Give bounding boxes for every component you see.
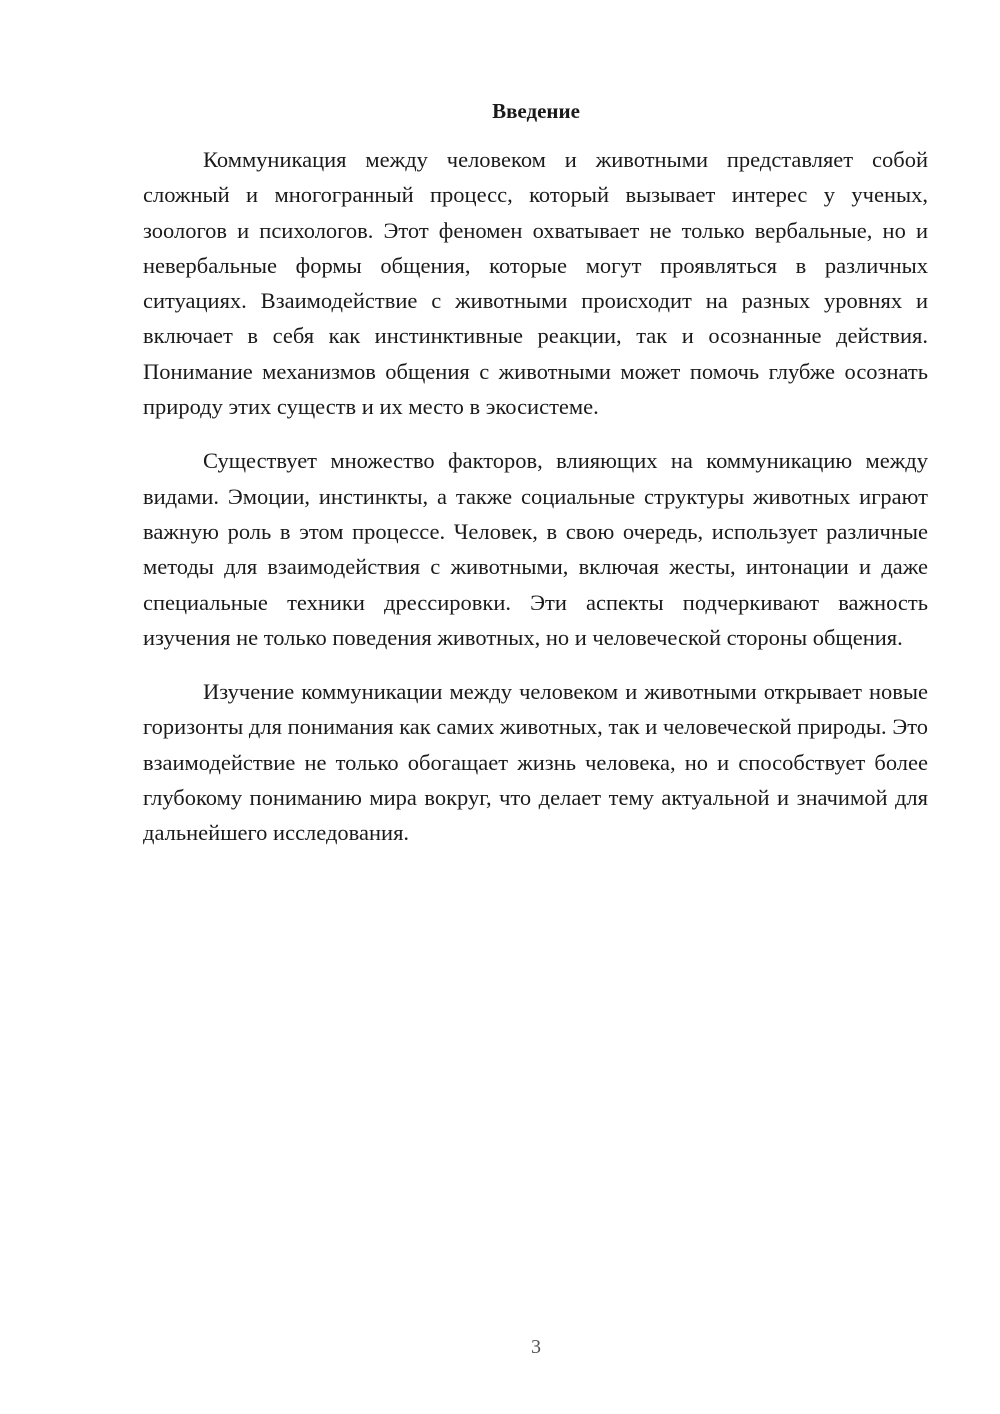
body-text (143, 142, 928, 851)
paragraph-1: Коммуникация между человеком и животными представляет собой сложный и многогранный процесс, который вызывает интерес у ученых, зоологов и психологов. Этот феномен охватывает не только вербальные, но и невербальные формы общения, которые могут проявляться в различных ситуациях. Взаимодействие с животными происходит на разных уровнях и включает в себя как инстинктивные реакции, так и осознанные действия. Понимание механизмов общения с животными может помочь глубже осознать природу этих существ и их место в экосистеме. (143, 147, 928, 420)
section-heading: Введение (492, 99, 580, 123)
paragraph-3: Изучение коммуникации между человеком и животными открывает новые горизонты для понимания как самих животных, так и человеческой природы. Это взаимодействие не только обогащает жизнь человека, но и способствует более глубокому пониманию мира вокруг, что делает тему актуальной и значимой для дальнейшего исследования. (143, 679, 928, 846)
paragraph-2: Существует множество факторов, влияющих на коммуникацию между видами. Эмоции, инстинкты, а также социальные структуры животных играют важную роль в этом процессе. Человек, в свою очередь, использует различные методы для взаимодействия с животными, включая жесты, интонации и даже специальные техники дрессировки. Эти аспекты подчеркивают важность изучения не только поведения животных, но и человеческой стороны общения. (143, 448, 928, 650)
page-number: 3 (531, 1336, 541, 1358)
